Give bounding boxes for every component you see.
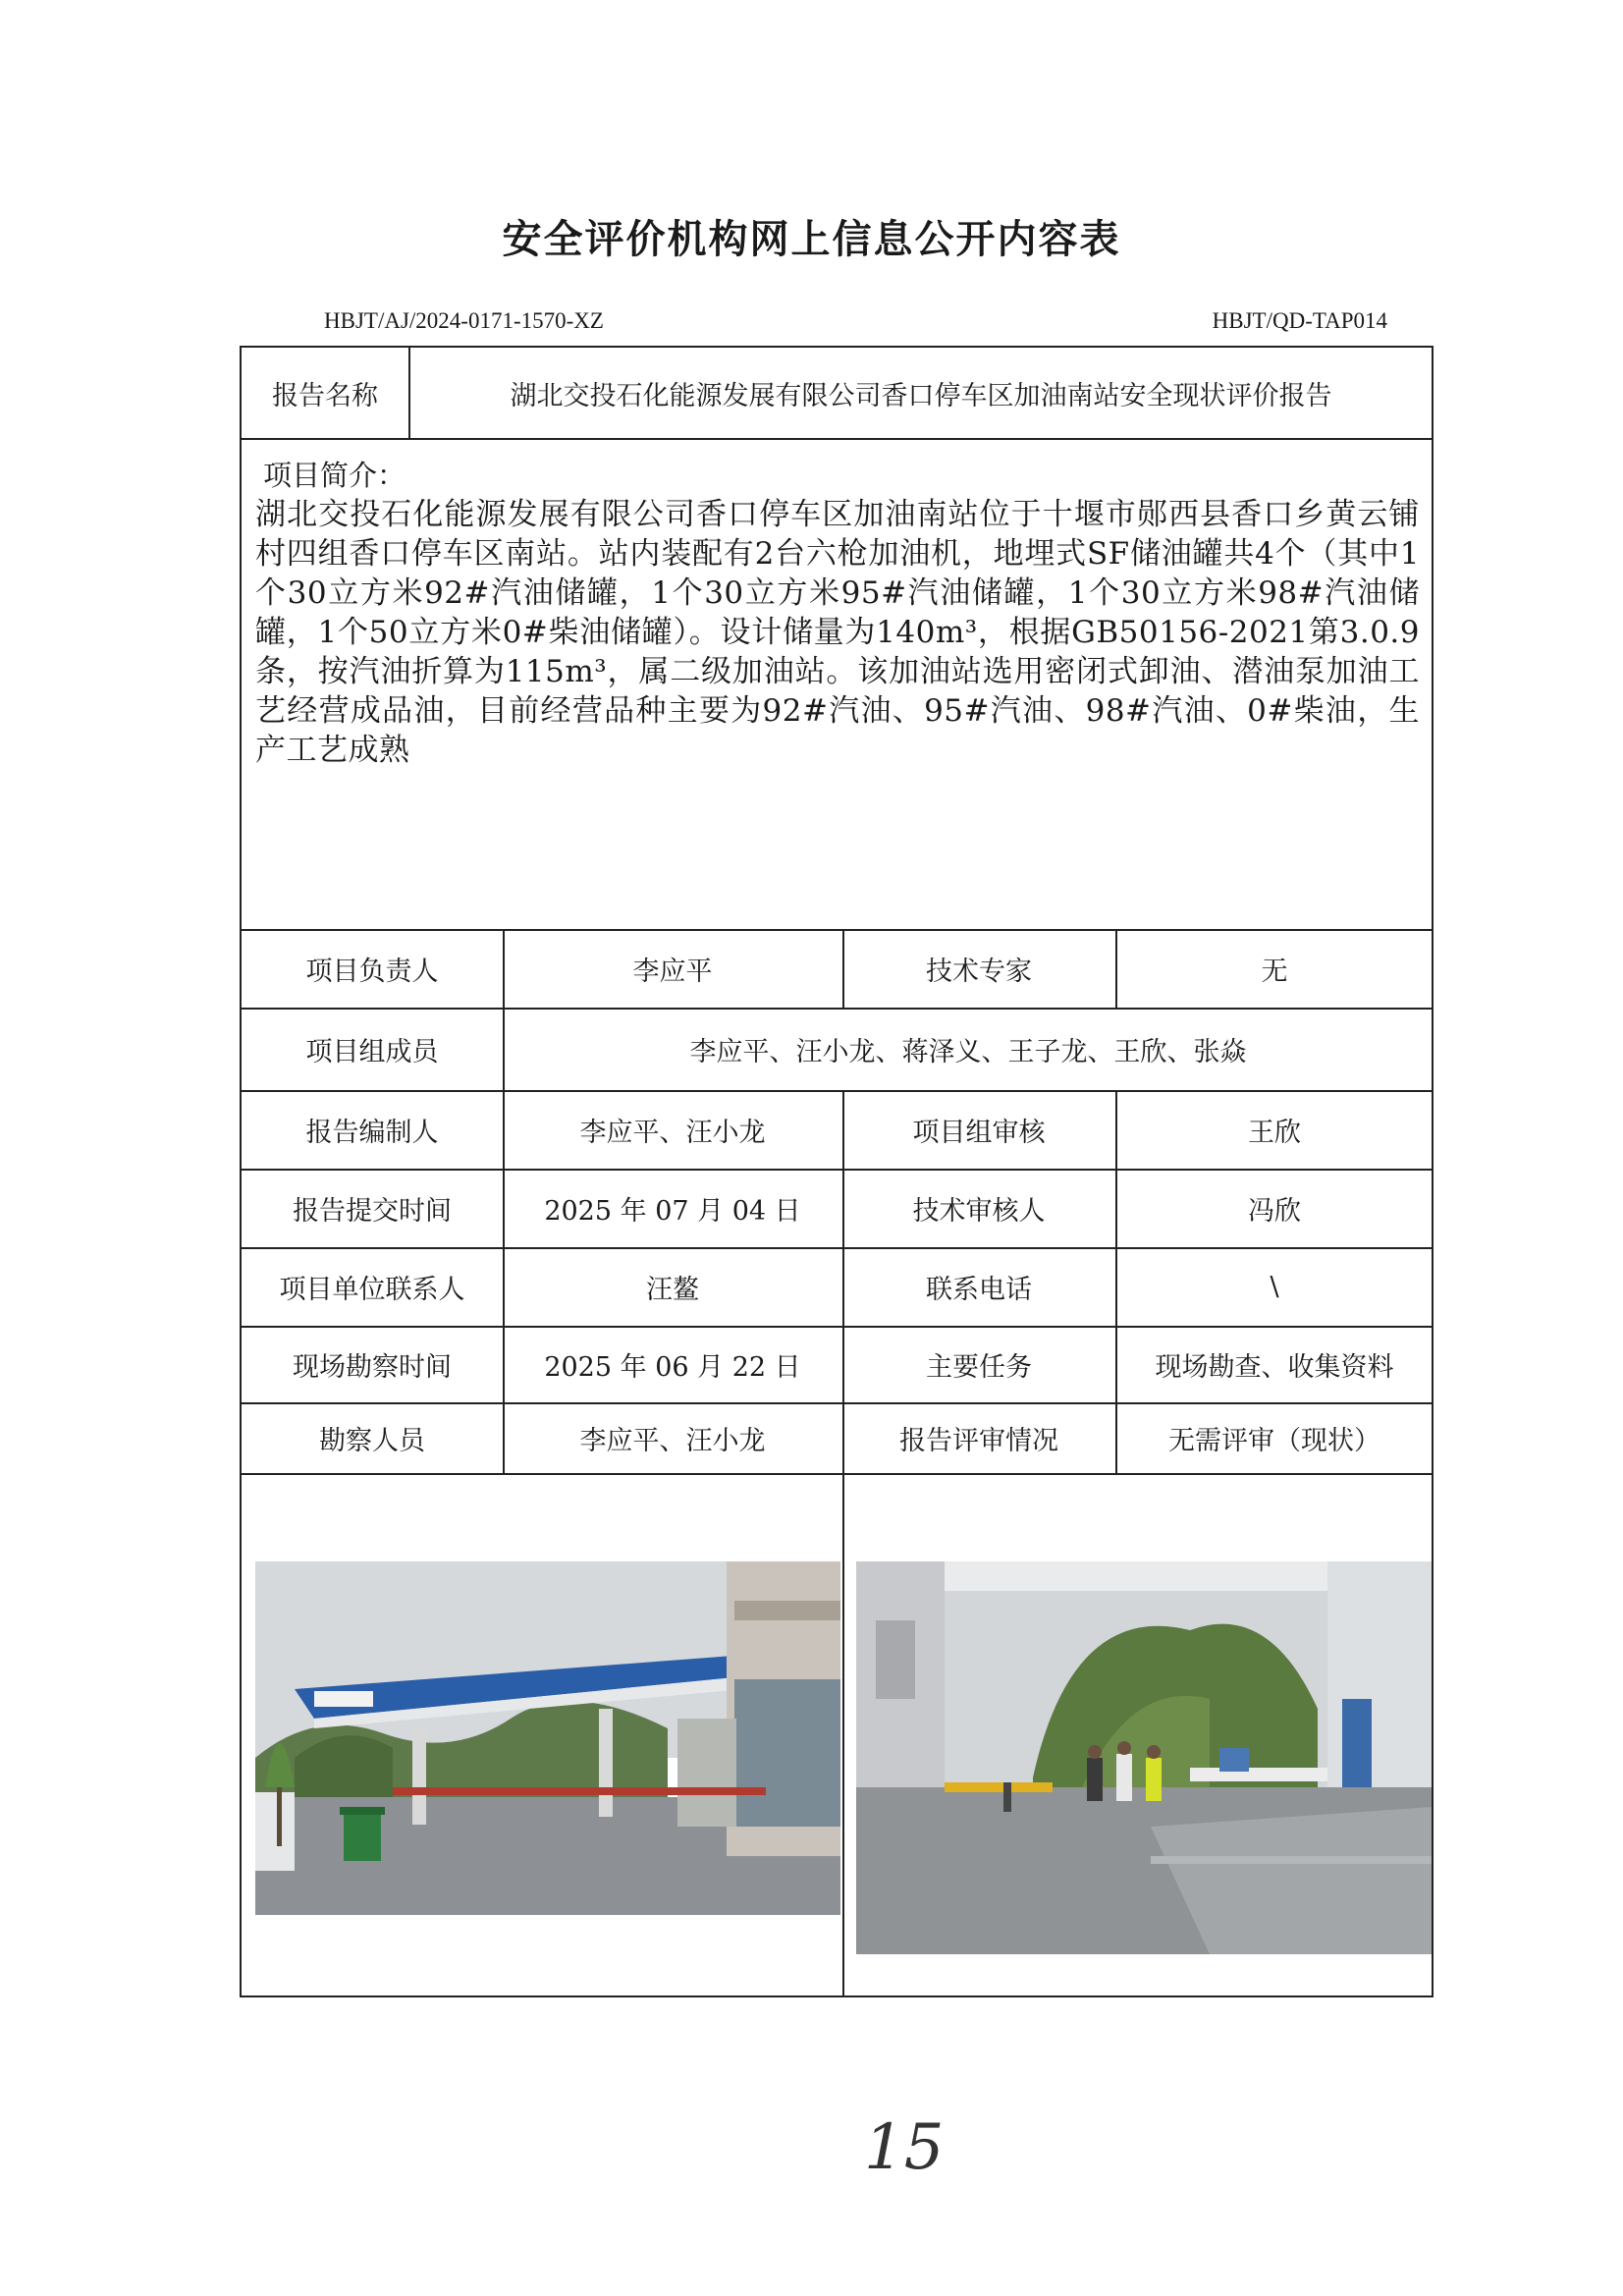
main-task-label: 主要任务 [926, 1351, 1032, 1383]
survey-date-label: 现场勘察时间 [293, 1351, 452, 1383]
report-author-label: 报告编制人 [305, 1117, 439, 1148]
project-leader-value: 李应平 [632, 956, 713, 987]
contact-phone-value: \ [1270, 1271, 1279, 1302]
tech-reviewer-label: 技术审核人 [912, 1195, 1046, 1227]
page-title: 安全评价机构网上信息公开内容表 [502, 216, 1121, 262]
review-status-value: 无需评审（现状） [1168, 1425, 1380, 1456]
technical-expert-label: 技术专家 [926, 956, 1032, 987]
team-review-value: 王欣 [1248, 1117, 1301, 1148]
row-divider [242, 1473, 1432, 1475]
document-code-left: HBJT/AJ/2024-0171-1570-XZ [324, 308, 604, 333]
contact-phone-label: 联系电话 [926, 1274, 1032, 1305]
team-members-value: 李应平、汪小龙、蒋泽义、王子龙、王欣、张焱 [689, 1036, 1247, 1067]
report-name-value: 湖北交投石化能源发展有限公司香口停车区加油南站安全现状评价报告 [510, 380, 1332, 411]
submit-date-label: 报告提交时间 [293, 1195, 452, 1227]
photo-divider [842, 1473, 844, 1997]
team-members-label: 项目组成员 [305, 1036, 439, 1067]
info-form-table [240, 346, 1434, 1997]
submit-date-value: 2025 年 07 月 04 日 [544, 1195, 801, 1227]
gas-station-photo [255, 1561, 840, 1915]
review-status-label: 报告评审情况 [899, 1425, 1058, 1456]
report-name-label: 报告名称 [272, 380, 378, 411]
unit-contact-label: 项目单位联系人 [279, 1274, 465, 1305]
survey-date-value: 2025 年 06 月 22 日 [544, 1351, 801, 1383]
surveyors-value: 李应平、汪小龙 [579, 1425, 766, 1456]
project-intro-text: 湖北交投石化能源发展有限公司香口停车区加油南站位于十堰市郧西县香口乡黄云铺村四组香口停车区南站。站内装配有2台六枪加油机，地埋式SF储油罐共4个（其中1个30立方米92#汽油储罐，1个30立方米95#汽油储罐，1个30立方米98#汽油储罐，1个50立方米0#柴油储罐）。设计储量为140m³，根据GB50156-2021第3.0.9条，按汽油折算为115m³，属二级加油站。该加油站选用密闭式卸油、潜油泵加油工艺经营成品油，目前经营品种主要为92#汽油、95#汽油、98#汽油、0#柴油，生产工艺成熟 [255, 497, 1420, 768]
project-leader-label: 项目负责人 [305, 956, 439, 987]
project-intro-label: 项目简介： [263, 459, 406, 492]
tech-reviewer-value: 冯欣 [1248, 1195, 1301, 1227]
unit-contact-value: 汪鳌 [646, 1274, 699, 1305]
team-review-label: 项目组审核 [912, 1117, 1046, 1148]
row-divider [242, 438, 1432, 440]
technical-expert-value: 无 [1261, 956, 1288, 987]
handwritten-page-number: 15 [864, 2111, 945, 2184]
site-survey-photo [856, 1561, 1432, 1954]
document-code-right: HBJT/QD-TAP014 [1212, 308, 1387, 333]
gas-station-photo-graphic [255, 1561, 840, 1915]
site-survey-photo-graphic [856, 1561, 1432, 1954]
report-author-value: 李应平、汪小龙 [579, 1117, 766, 1148]
main-task-value: 现场勘查、收集资料 [1155, 1351, 1394, 1383]
surveyors-label: 勘察人员 [319, 1425, 425, 1456]
